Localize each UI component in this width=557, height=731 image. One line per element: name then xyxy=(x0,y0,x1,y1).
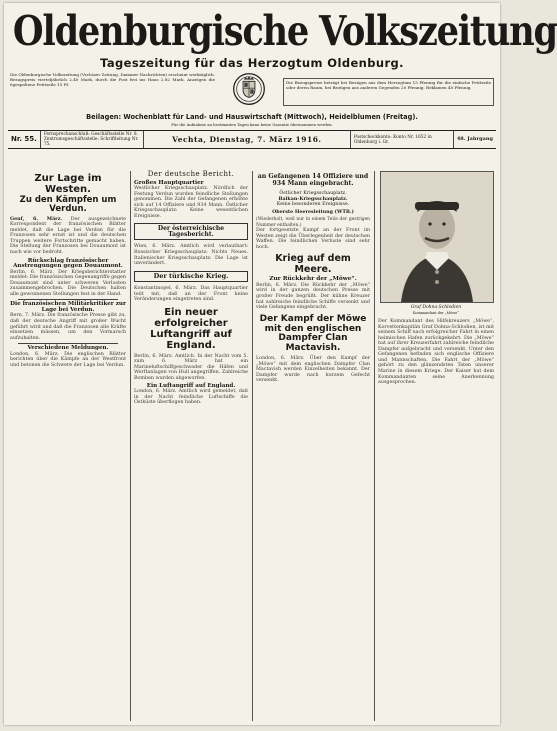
article-heading-critics: Die französischen Militärkritiker zur Lage bei Verdun. xyxy=(10,301,126,313)
column-rule xyxy=(252,171,253,721)
article-text: London, 6. März. Über den Kampf der „Möwe“ mit dem englischen Dampfer Clan Mactavish werden Einzelheiten bekannt. Der Dampfer wurde nach kurzem Gefecht versenkt. xyxy=(256,356,370,384)
column-3 xyxy=(256,171,370,721)
newspaper-title: Oldenburgische Volkszeitung xyxy=(12,7,557,55)
east-section-label: Östlicher Kriegsschauplatz. xyxy=(279,191,347,196)
volume-year: 48. Jahrgang xyxy=(456,136,493,142)
article-heading-austrian: Der österreichische Tagesbericht. xyxy=(134,223,248,240)
prisoners-line-1: an Gefangenen 14 Offiziere und xyxy=(257,173,369,180)
prisoners-line-2: 934 Mann eingebracht. xyxy=(272,180,354,187)
masthead-info-row xyxy=(4,70,500,112)
portrait-caption-sub: Kommandant der „Möwe“ xyxy=(412,310,460,315)
article-text: London, 6. März. Die englischen Blätter berichten über die Kämpfe an der Westfront und betonen die Schwere der Lage bei Verdun. xyxy=(10,351,126,368)
article-subheading-verdun: Zu den Kämpfen um Verdun. xyxy=(19,195,117,215)
article-headline-airraid: Ein neuer erfolgreicher Luftangriff auf England. xyxy=(150,306,232,351)
issue-date: Vechta, Dienstag, 7. März 1916. xyxy=(144,131,351,148)
dateline: Genf, 6. März. Der ausgezeichnete Korrespondent der französischen Blätter meldet, daß die Lage bei Verdun für die Franzosen sehr ernst ist und die deutschen Truppen weitere Fortschritte gemacht haben. Die Stellung der Franzosen bei Douaumont ist nach wie vor bedroht. xyxy=(10,215,126,255)
article-text: Berlin, 6. März. Amtlich. In der Nacht vom 5. zum 6. März hat ein Marineluftschiffgeschwader die Häfen und Werftanlagen von Hull angegriffen. Zahlreiche Bomben wurden abgeworfen. xyxy=(134,353,248,382)
article-text: Wien, 6. März. Amtlich wird verlautbart: Russischer Kriegsschauplatz: Nichts Neues. Italienischer Kriegsschauplatz: Die Lage ist unverändert. xyxy=(134,244,248,267)
article-text: Bern, 7. März. Die französische Presse gibt zu, daß der deutsche Angriff mit großer Wucht geführt wird und daß die Franzosen alle Kräfte einsetzen müssen, um den Vormarsch aufzuhalten. xyxy=(10,313,126,341)
article-heading-report: Der deutsche Bericht. xyxy=(147,170,235,178)
article-subheading-airraid: Ein Luftangriff auf England. xyxy=(146,382,236,389)
balkan-section-label: Balkan-Kriegsschauplatz. xyxy=(278,195,348,202)
subscription-info: Die Oldenburgische Volkszeitung (Vechtaer Zeitung, Dammer Nachrichten) erscheint werktäglich. Bezugspreis vierteljährlich 2.40 Mark, durch die Post frei ins Haus 2.82 Mark. Anzeigen die 6gespaltene Petitzeile 15 Pf. xyxy=(10,72,215,87)
supplements-line: Beilagen: Wochenblatt für Land- und Hauswirtschaft (Mittwoch), Heidelblumen (Freitag). xyxy=(86,113,418,121)
article-heading-douaumont: Rückschlag französischer Anstrengungen gegen Douaumont. xyxy=(13,257,123,270)
masthead-note: Für die Aufnahme an bestimmten Tagen kann keine Garantie übernommen werden. xyxy=(171,122,333,127)
article-columns xyxy=(10,171,494,721)
article-heading-turkish: Der türkische Krieg. xyxy=(134,271,248,283)
issue-info-bar xyxy=(8,130,496,149)
article-text: Berlin, 6. März. Die Rückkehr der „Möwe“ wird in der ganzen deutschen Presse mit großer Freude begrüßt. Der kühne Kreuzer hat zahlreiche feindliche Schiffe versenkt und viele Gefangene eingebracht. xyxy=(256,282,370,311)
article-text: Berlin, 6. März. Der Kriegsberichterstatter meldet: Die französischen Gegenangriffe gegen Douaumont sind unter schweren Verlusten zusammengebrochen. Die Deutschen halten alle gewonnenen Stellungen fest in der Hand. xyxy=(10,269,126,297)
column-rule xyxy=(374,171,375,721)
army-command-signature: Oberste Heeresleitung (WTB.) xyxy=(272,208,354,215)
newspaper-subtitle: Tageszeitung für das Herzogtum Oldenburg. xyxy=(100,56,404,70)
postal-account: Postscheckkonto: Konto Nr. 1652 in Oldenburg i. Gr. xyxy=(351,131,454,148)
issue-number: Nr. 55. xyxy=(8,131,41,148)
article-text: Westlicher Kriegsschauplatz. Nördlich der Festung Verdun wurden feindliche Stellungen genommen. Die Zahl der Gefangenen erhöhte sich auf 14 Offiziere und 934 Mann. Östlicher Kriegsschauplatz: Keine wesentlichen Ereignisse. xyxy=(134,186,248,219)
article-text: Konstantinopel, 6. März. Das Hauptquartier teilt mit, daß an der Front keine Veränderungen eingetreten sind. xyxy=(134,286,248,303)
portrait-caption: Graf Dohna-Schlodien xyxy=(410,305,462,310)
article-headline-sea: Krieg auf dem Meere. xyxy=(275,253,351,275)
article-heading-west: Zur Lage im Westen. xyxy=(34,173,102,195)
column-2 xyxy=(134,171,248,721)
column-rule xyxy=(130,171,131,721)
article-text: Der ausgezeichnete Korrespondent der französischen Blätter meldet, daß die Lage bei Verdun für die Franzosen sehr ernst ist und die deutschen Truppen weitere Fortschritte gemacht haben. Die Stellung der Franzosen bei Douaumont ist nach wie vor bedroht. xyxy=(10,216,126,255)
newspaper-page xyxy=(4,3,557,725)
article-headline-clan: Der Kampf der Möwe mit den englischen Dampfer Clan Mactavish. xyxy=(259,313,367,354)
portrait-photo xyxy=(380,171,494,303)
advertising-info: Die Bezugspreise beträgt bei Bezügen aus dem Herzogtum 15 Pfennig für die einfache Petitzeile oder deren Raum, bei Bezügen aus anderen Gegenden 20 Pfennig. Reklamen 40 Pfennig. xyxy=(283,78,494,106)
column-1 xyxy=(10,171,126,721)
article-subheading-moewe: Zur Rückkehr der „Möwe“. xyxy=(269,276,357,283)
phone-contact: Fernsprechanschluß: Geschäftsstelle Nr. 8. Zentrumsgeschäftsstelle: Schriftleitung Nr. 75. xyxy=(41,131,144,148)
article-subheading-hq: Großes Hauptquartier xyxy=(134,179,204,186)
column-4 xyxy=(378,171,494,721)
article-text: London, 6. März. Amtlich wird gemeldet, daß in der Nacht feindliche Luftschiffe die Ostküste überflogen haben. xyxy=(134,389,248,406)
article-heading-misc: Verschiedene Meldungen. xyxy=(27,345,109,352)
no-events-note: Keine besonderen Ereignisse. xyxy=(276,202,350,208)
portrait-illustration-icon xyxy=(381,172,493,302)
prisoners-box xyxy=(256,173,370,187)
divider xyxy=(18,343,118,344)
article-text: Der fortgesetzte Kampf an der Front im Westen zeigt die Überlegenheit der deutschen Waffen. Die feindlichen Verluste sind sehr hoch. xyxy=(256,228,370,250)
reprint-note: (Wiederholt, weil nur in einem Teile der gestrigen Nummer enthalten.) xyxy=(256,217,370,228)
masthead xyxy=(4,3,557,127)
coat-of-arms-icon xyxy=(215,72,283,106)
article-text: Der Kommandant des Hilfskreuzers „Möwe“, Korvettenkapitän Graf Dohna-Schlodien, ist mit seinem Schiff nach erfolgreicher Fahrt in einen heimischen Hafen zurückgekehrt. Die „Möwe“ hat auf ihrer Kreuzerfahrt zahlreiche feindliche Dampfer aufgebracht und versenkt. Unter den Gefangenen befinden sich englische Offiziere und Mannschaften. Die Fahrt der „Möwe“ gehört zu den glänzendsten Taten unserer Marine in diesem Kriege. Der Kaiser hat dem Kommandanten seine Anerkennung ausgesprochen. xyxy=(378,319,494,386)
